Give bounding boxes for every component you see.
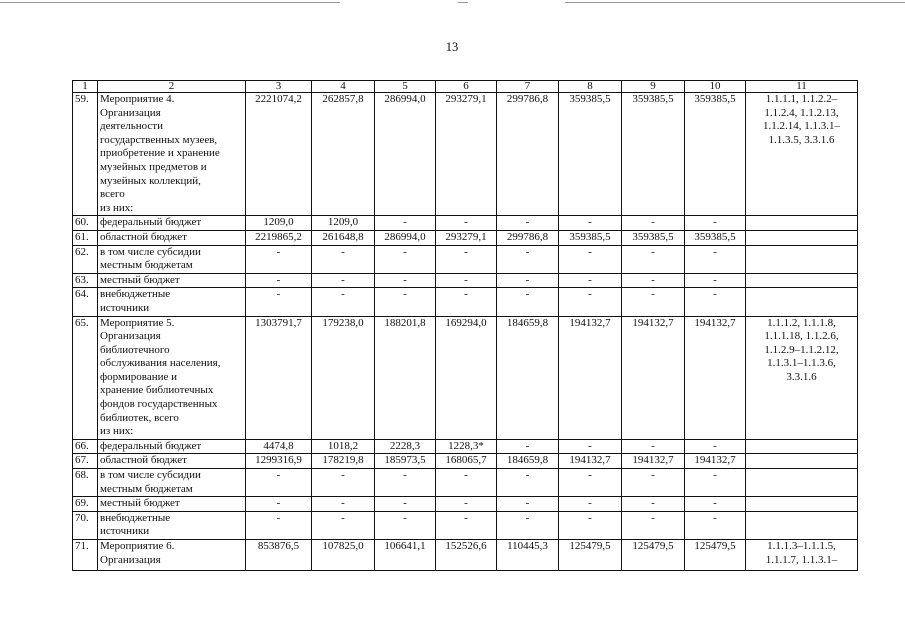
value-cell: -: [246, 288, 312, 316]
row-name-line: местным бюджетам: [100, 482, 193, 495]
value-cell: 194132,7: [685, 316, 746, 439]
row-name: [98, 540, 246, 571]
row-name: [98, 273, 246, 288]
value-cell: -: [559, 469, 622, 497]
value-cell: 168065,7: [436, 454, 497, 469]
row-name: [98, 316, 246, 439]
value-cell: 299786,8: [497, 230, 559, 245]
row-name-line: Мероприятие 6.: [100, 540, 175, 552]
code-line: 3.3.1.6: [786, 370, 817, 383]
code-line: 1.1.1.18, 1.1.2.6,: [764, 330, 839, 343]
table-row: [73, 216, 858, 231]
value-cell: 194132,7: [685, 454, 746, 469]
row-number: 59.: [73, 93, 98, 216]
value-cell: 1303791,7: [246, 316, 312, 439]
row-number: 68.: [73, 469, 98, 497]
value-cell: -: [685, 245, 746, 273]
value-cell: 359385,5: [559, 230, 622, 245]
value-cell: -: [436, 511, 497, 539]
value-cell: 359385,5: [622, 93, 685, 216]
row-number: 66.: [73, 439, 98, 454]
value-cell: -: [685, 511, 746, 539]
value-cell: 125479,5: [559, 540, 622, 571]
top-rule-mark: [458, 2, 468, 3]
table-row: [73, 540, 858, 571]
code-line: 1.1.1.2, 1.1.1.8,: [767, 316, 836, 329]
value-cell: 107825,0: [312, 540, 375, 571]
value-cell: -: [685, 439, 746, 454]
value-cell: -: [375, 245, 436, 273]
value-cell: -: [312, 273, 375, 288]
code-cell: [746, 511, 858, 539]
code-cell: [746, 273, 858, 288]
value-cell: -: [559, 273, 622, 288]
code-line: 1.1.1.7, 1.1.3.1–: [765, 553, 838, 566]
value-cell: 106641,1: [375, 540, 436, 571]
header-cell: 9: [622, 81, 685, 93]
value-cell: -: [497, 511, 559, 539]
value-cell: -: [685, 216, 746, 231]
code-cell: [746, 454, 858, 469]
header-row: [73, 81, 858, 93]
value-cell: -: [622, 439, 685, 454]
table-row: [73, 511, 858, 539]
row-number: 65.: [73, 316, 98, 439]
value-cell: 194132,7: [622, 454, 685, 469]
row-name-line: Мероприятие 5.: [100, 316, 175, 329]
row-name-line: обслуживания населения,: [100, 357, 221, 370]
value-cell: 1209,0: [246, 216, 312, 231]
value-cell: -: [246, 469, 312, 497]
row-name-line: местный бюджет: [100, 273, 180, 286]
table-row: [73, 230, 858, 245]
top-rule-right: [565, 2, 905, 3]
row-name-line: в том числе субсидии: [100, 245, 201, 258]
code-cell: [746, 230, 858, 245]
value-cell: -: [375, 216, 436, 231]
row-name-line: областной бюджет: [100, 454, 187, 467]
row-number: 71.: [73, 540, 98, 571]
value-cell: -: [246, 245, 312, 273]
row-name: [98, 511, 246, 539]
row-name-line: Организация: [100, 330, 161, 343]
table-body: [73, 93, 858, 571]
value-cell: 293279,1: [436, 93, 497, 216]
value-cell: -: [559, 439, 622, 454]
value-cell: -: [497, 216, 559, 231]
value-cell: 169294,0: [436, 316, 497, 439]
value-cell: -: [436, 469, 497, 497]
row-name: [98, 230, 246, 245]
row-name-line: Мероприятие 4.: [100, 93, 175, 105]
value-cell: -: [436, 216, 497, 231]
value-cell: 2228,3: [375, 439, 436, 454]
value-cell: 262857,8: [312, 93, 375, 216]
value-cell: -: [375, 497, 436, 512]
row-name-line: музейных коллекций,: [100, 174, 201, 187]
value-cell: -: [246, 497, 312, 512]
row-name-line: областной бюджет: [100, 230, 187, 243]
value-cell: -: [685, 288, 746, 316]
value-cell: -: [312, 469, 375, 497]
value-cell: 125479,5: [685, 540, 746, 571]
value-cell: -: [622, 469, 685, 497]
code-cell: [746, 316, 858, 439]
row-name-line: местным бюджетам: [100, 259, 193, 272]
value-cell: 286994,0: [375, 93, 436, 216]
row-name-line: в том числе субсидии: [100, 469, 201, 482]
value-cell: -: [497, 273, 559, 288]
row-name-line: хранение библиотечных: [100, 384, 214, 397]
header-cell: 5: [375, 81, 436, 93]
value-cell: -: [497, 439, 559, 454]
value-cell: 359385,5: [622, 230, 685, 245]
row-name-line: внебюджетные: [100, 288, 171, 301]
value-cell: 178219,8: [312, 454, 375, 469]
value-cell: 1299316,9: [246, 454, 312, 469]
row-name: [98, 497, 246, 512]
row-name: [98, 93, 246, 216]
value-cell: -: [312, 245, 375, 273]
value-cell: -: [622, 273, 685, 288]
header-cell: 3: [246, 81, 312, 93]
value-cell: -: [622, 216, 685, 231]
value-cell: -: [375, 511, 436, 539]
row-number: 63.: [73, 273, 98, 288]
value-cell: -: [622, 245, 685, 273]
code-line: 1.1.2.14, 1.1.3.1–: [763, 120, 840, 133]
row-number: 60.: [73, 216, 98, 231]
value-cell: -: [497, 497, 559, 512]
value-cell: 184659,8: [497, 316, 559, 439]
value-cell: 179238,0: [312, 316, 375, 439]
value-cell: 293279,1: [436, 230, 497, 245]
value-cell: -: [685, 273, 746, 288]
value-cell: 185973,5: [375, 454, 436, 469]
value-cell: -: [685, 469, 746, 497]
row-number: 70.: [73, 511, 98, 539]
value-cell: 194132,7: [559, 454, 622, 469]
header-cell: 8: [559, 81, 622, 93]
row-number: 69.: [73, 497, 98, 512]
value-cell: 110445,3: [497, 540, 559, 571]
row-name: [98, 454, 246, 469]
row-name: [98, 288, 246, 316]
value-cell: -: [312, 497, 375, 512]
value-cell: -: [436, 273, 497, 288]
row-number: 61.: [73, 230, 98, 245]
value-cell: -: [312, 288, 375, 316]
value-cell: 1018,2: [312, 439, 375, 454]
row-name-line: источники: [100, 525, 150, 538]
value-cell: -: [497, 288, 559, 316]
row-name-line: из них:: [100, 425, 134, 438]
value-cell: 194132,7: [559, 316, 622, 439]
value-cell: -: [622, 288, 685, 316]
value-cell: -: [559, 511, 622, 539]
code-cell: [746, 497, 858, 512]
value-cell: 286994,0: [375, 230, 436, 245]
row-name-line: внебюджетные: [100, 511, 171, 524]
row-name-line: федеральный бюджет: [100, 439, 202, 452]
code-line: 1.1.3.1–1.1.3.6,: [767, 357, 836, 370]
header-cell: 10: [685, 81, 746, 93]
value-cell: -: [436, 245, 497, 273]
value-cell: -: [497, 245, 559, 273]
code-cell: [746, 288, 858, 316]
value-cell: -: [559, 497, 622, 512]
code-cell: [746, 439, 858, 454]
value-cell: -: [436, 497, 497, 512]
value-cell: 261648,8: [312, 230, 375, 245]
value-cell: 125479,5: [622, 540, 685, 571]
table-row: [73, 454, 858, 469]
code-cell: [746, 93, 858, 216]
value-cell: -: [559, 216, 622, 231]
code-line: 1.1.2.4, 1.1.2.13,: [764, 106, 839, 119]
code-cell: [746, 245, 858, 273]
row-name-line: библиотечного: [100, 343, 170, 356]
row-number: 64.: [73, 288, 98, 316]
budget-table: [72, 80, 858, 571]
value-cell: 359385,5: [685, 93, 746, 216]
row-name-line: Организация: [100, 106, 161, 119]
row-name-line: деятельности: [100, 120, 163, 133]
value-cell: -: [312, 511, 375, 539]
value-cell: -: [375, 288, 436, 316]
value-cell: 2219865,2: [246, 230, 312, 245]
table-row: [73, 497, 858, 512]
code-cell: [746, 540, 858, 571]
header-cell: 11: [746, 81, 858, 93]
row-name: [98, 245, 246, 273]
row-name-line: всего: [100, 188, 125, 201]
table-row: [73, 288, 858, 316]
value-cell: 194132,7: [622, 316, 685, 439]
value-cell: 188201,8: [375, 316, 436, 439]
header-cell: 2: [98, 81, 246, 93]
value-cell: 184659,8: [497, 454, 559, 469]
code-line: 1.1.1.1, 1.1.2.2–: [765, 93, 838, 105]
value-cell: 299786,8: [497, 93, 559, 216]
row-name: [98, 469, 246, 497]
value-cell: -: [497, 469, 559, 497]
table-row: [73, 245, 858, 273]
value-cell: -: [559, 245, 622, 273]
row-name-line: фондов государственных: [100, 398, 218, 411]
value-cell: -: [246, 273, 312, 288]
value-cell: 359385,5: [685, 230, 746, 245]
header-cell: 1: [73, 81, 98, 93]
row-name-line: формирование и: [100, 370, 178, 383]
table-row: [73, 316, 858, 439]
value-cell: 853876,5: [246, 540, 312, 571]
top-rule-left: [0, 2, 340, 3]
value-cell: 1228,3*: [436, 439, 497, 454]
code-line: 1.1.2.9–1.1.2.12,: [764, 343, 839, 356]
value-cell: 152526,6: [436, 540, 497, 571]
value-cell: -: [622, 511, 685, 539]
table-row: [73, 439, 858, 454]
row-number: 62.: [73, 245, 98, 273]
code-cell: [746, 469, 858, 497]
row-name-line: местный бюджет: [100, 497, 180, 510]
row-name-line: федеральный бюджет: [100, 216, 202, 229]
header-cell: 6: [436, 81, 497, 93]
row-name-line: библиотек, всего: [100, 411, 179, 424]
header-cell: 7: [497, 81, 559, 93]
value-cell: 359385,5: [559, 93, 622, 216]
value-cell: 1209,0: [312, 216, 375, 231]
page-number: 13: [445, 40, 459, 54]
value-cell: -: [246, 511, 312, 539]
header-cell: 4: [312, 81, 375, 93]
value-cell: -: [685, 497, 746, 512]
code-cell: [746, 216, 858, 231]
row-number: 67.: [73, 454, 98, 469]
value-cell: -: [622, 497, 685, 512]
row-name-line: государственных музеев,: [100, 133, 218, 146]
code-line: 1.1.1.3–1.1.1.5,: [767, 540, 836, 552]
value-cell: -: [375, 273, 436, 288]
row-name-line: приобретение и хранение: [100, 147, 220, 160]
value-cell: 4474,8: [246, 439, 312, 454]
value-cell: 2221074,2: [246, 93, 312, 216]
table-row: [73, 469, 858, 497]
row-name-line: Организация: [100, 553, 161, 566]
table-row: [73, 93, 858, 216]
row-name-line: источники: [100, 301, 150, 314]
table-row: [73, 273, 858, 288]
row-name: [98, 216, 246, 231]
value-cell: -: [375, 469, 436, 497]
value-cell: -: [559, 288, 622, 316]
row-name-line: музейных предметов и: [100, 160, 207, 173]
row-name: [98, 439, 246, 454]
value-cell: -: [436, 288, 497, 316]
row-name-line: из них:: [100, 201, 134, 214]
code-line: 1.1.3.5, 3.3.1.6: [768, 133, 835, 146]
